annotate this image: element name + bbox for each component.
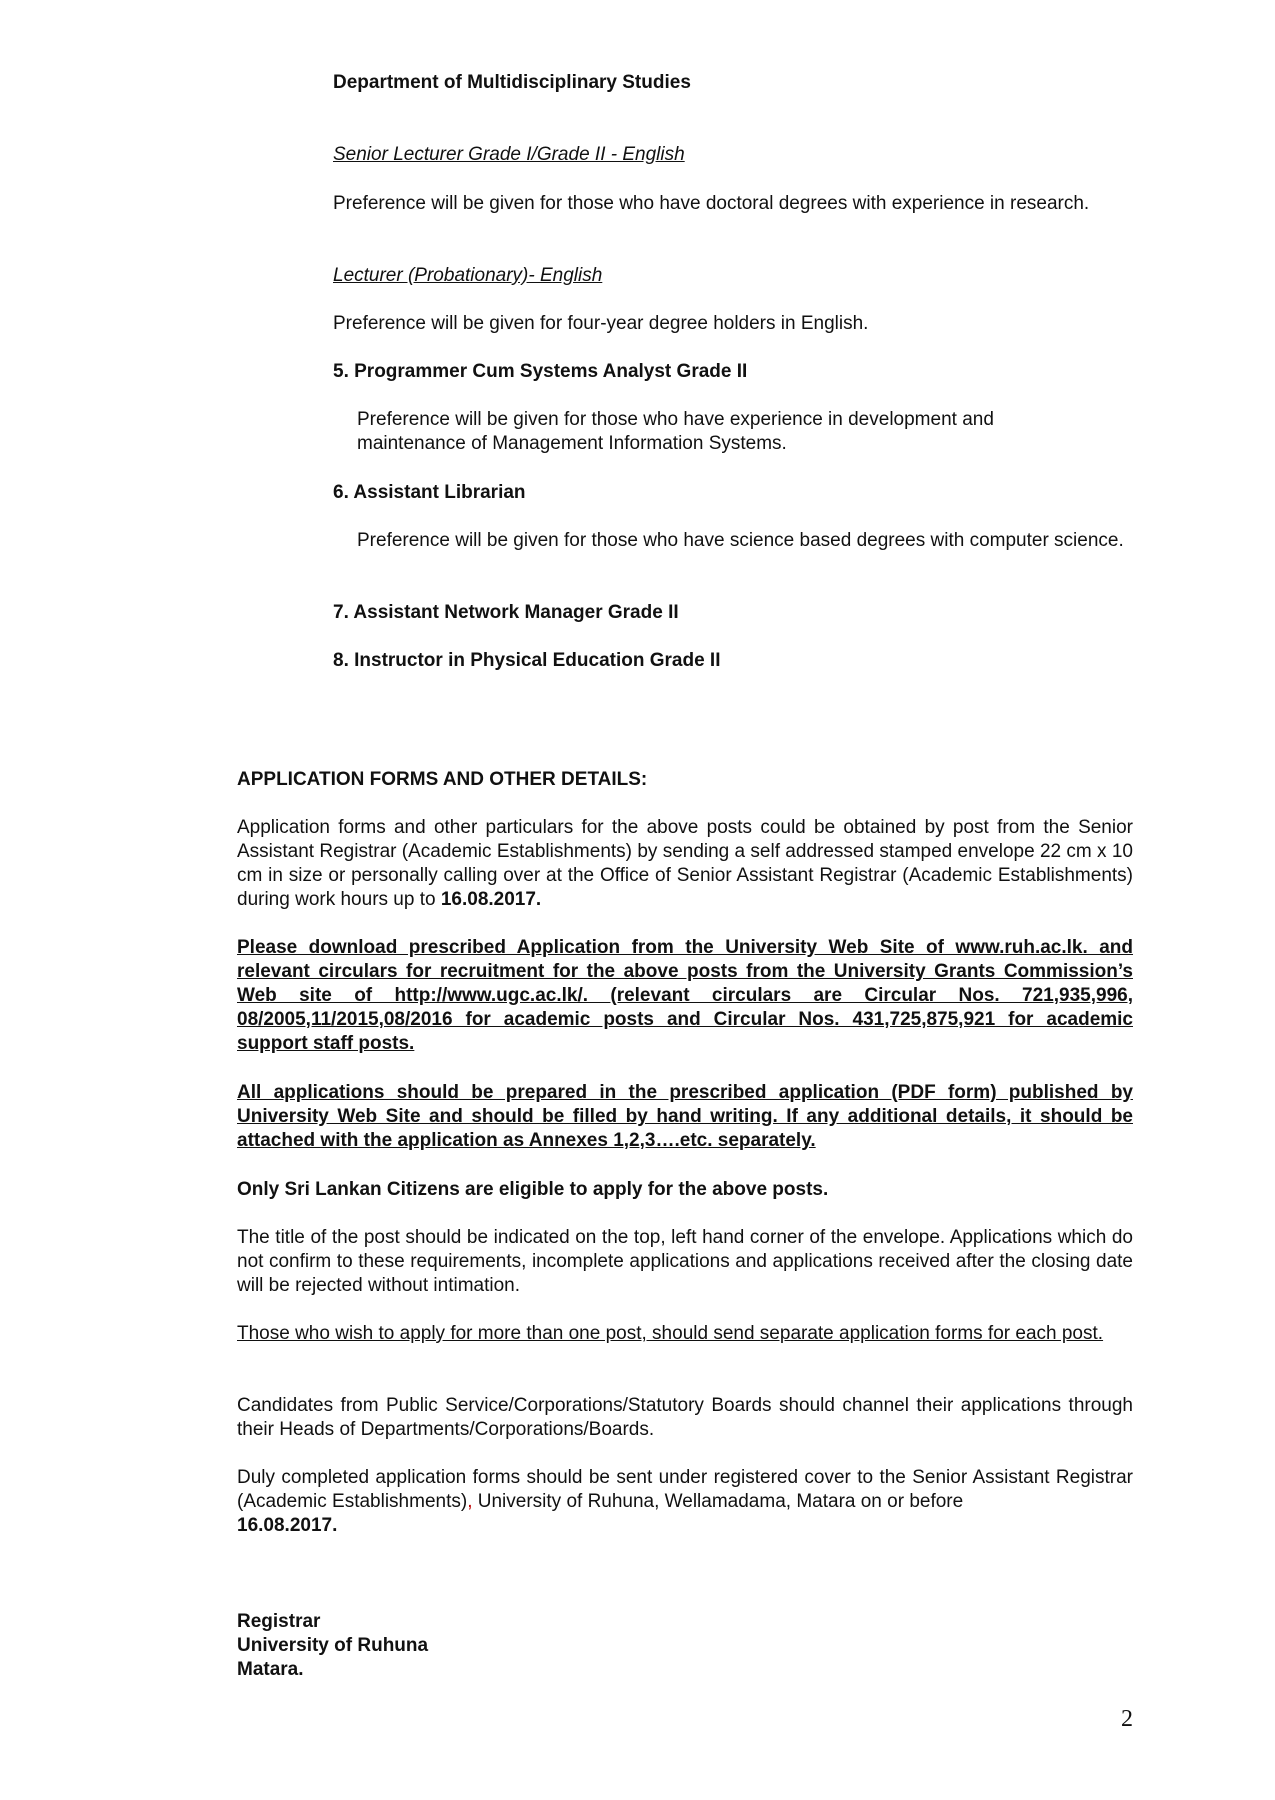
lecturer-title: Lecturer (Probationary)- English bbox=[333, 265, 603, 286]
signature-city: Matara. bbox=[237, 1659, 304, 1680]
envelope-instructions: The title of the post should be indicated on the top, left hand corner of the envelope. Applications which do not confirm to these requirements, incomplete applications and applications received after the closing date will be rejected without intimation. bbox=[237, 1227, 1133, 1296]
application-heading: APPLICATION FORMS AND OTHER DETAILS: bbox=[237, 769, 648, 790]
application-paragraph-1: Application forms and other particulars for the above posts could be obtained by post from the Senior Assistant Registrar (Academic Establishments) by sending a self addressed stamped envelope 22 cm x 10 cm in size or personally calling over at the Office of Senior Assistant Registrar (Academic Establishments) during work hours up to 16.08.2017. bbox=[237, 817, 1133, 910]
page-number: 2 bbox=[1121, 1706, 1133, 1732]
citizenship-requirement: Only Sri Lankan Citizens are eligible to apply for the above posts. bbox=[237, 1179, 829, 1200]
application-format-instructions: All applications should be prepared in the prescribed application (PDF form) published by University Web Site and should be filled by hand writing. If any additional details, it should be attached with the application as Annexes 1,2,3….etc. separately. bbox=[237, 1082, 1133, 1151]
signature-title: Registrar bbox=[237, 1611, 321, 1632]
department-heading: Department of Multidisciplinary Studies bbox=[333, 72, 691, 93]
submission-date: 16.08.2017. bbox=[237, 1515, 338, 1536]
network-manager-title: 7. Assistant Network Manager Grade II bbox=[333, 602, 679, 623]
librarian-title: 6. Assistant Librarian bbox=[333, 482, 526, 503]
closing-date: 16.08.2017. bbox=[440, 889, 542, 910]
librarian-preference: Preference will be given for those who have science based degrees with computer science. bbox=[357, 530, 1124, 551]
submission-instructions: Duly completed application forms should be sent under registered cover to the Senior Assistant Registrar (Academic Establishments), University of Ruhuna, Wellamadama, Matara on or before 16.08.2017. bbox=[237, 1467, 1133, 1536]
public-service-note: Candidates from Public Service/Corporations/Statutory Boards should channel their applications through their Heads of Departments/Corporations/Boards. bbox=[237, 1395, 1133, 1440]
download-instructions: Please download prescribed Application from the University Web Site of www.ruh.ac.lk. and relevant circulars for recruitment for the above posts from the University Grants Commission’s Web site of http://www.ugc.ac.lk/. (relevant circulars are Circular Nos. 721,935,996, 08/2005,11/2015,08/2016 for academic posts and Circular Nos. 431,725,875,921 for academic support staff posts. bbox=[237, 937, 1133, 1054]
signature-university: University of Ruhuna bbox=[237, 1635, 429, 1656]
multiple-posts-note: Those who wish to apply for more than one post, should send separate application forms for each post. bbox=[237, 1323, 1104, 1344]
senior-lecturer-title: Senior Lecturer Grade I/Grade II - English bbox=[333, 144, 685, 165]
lecturer-preference: Preference will be given for four-year degree holders in English. bbox=[333, 313, 869, 334]
programmer-preference: Preference will be given for those who have experience in development and maintenance of Management Information Systems. bbox=[357, 409, 994, 454]
instructor-title: 8. Instructor in Physical Education Grade II bbox=[333, 650, 721, 671]
programmer-title: 5. Programmer Cum Systems Analyst Grade II bbox=[333, 361, 748, 382]
senior-lecturer-preference: Preference will be given for those who have doctoral degrees with experience in research. bbox=[333, 193, 1090, 214]
